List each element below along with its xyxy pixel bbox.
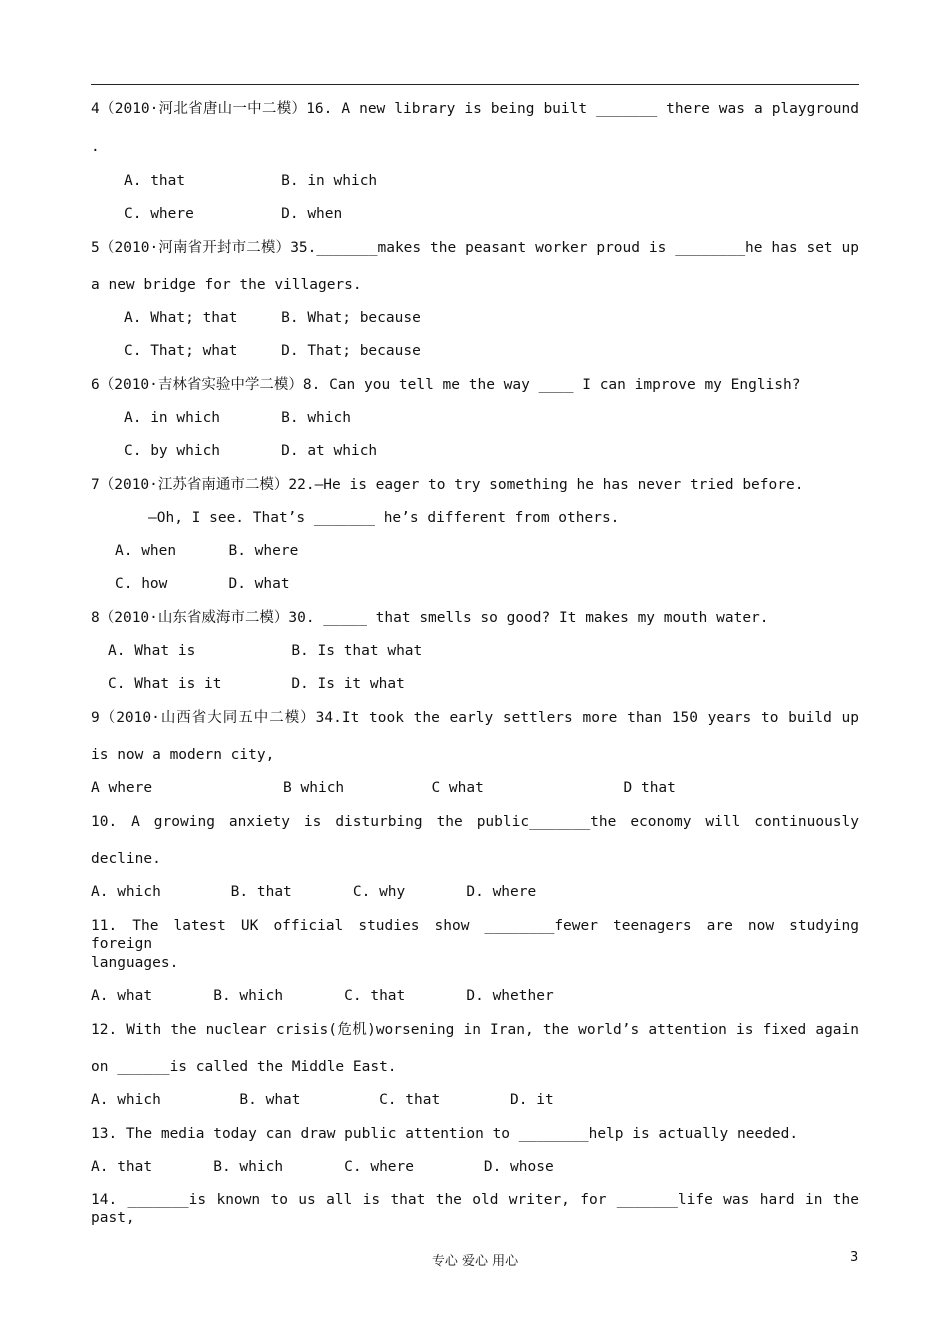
footer-slogan: 专心 爱心 用心: [431, 1254, 519, 1269]
text-line: A. What is B. Is that what: [108, 643, 423, 659]
text-line: decline.: [91, 851, 161, 867]
text-line: A. what B. which C. that D. whether: [91, 988, 554, 1004]
text-line: 11. The latest UK official studies show ________fewer teenagers are now studying foreign: [91, 918, 859, 952]
page-number: 3: [850, 1250, 859, 1265]
text-line: 13. The media today can draw public attention to ________help is actually needed.: [91, 1126, 799, 1142]
text-line: on ______is called the Middle East.: [91, 1059, 397, 1075]
text-line: A. which B. that C. why D. where: [91, 884, 537, 900]
text-line: C. What is it D. Is it what: [108, 676, 405, 692]
text-line: —Oh, I see. That’s _______ he’s different from others.: [148, 510, 620, 526]
text-line: C. That; what D. That; because: [124, 343, 421, 359]
text-line: 5（2010·河南省开封市二模）35._______makes the peasant worker proud is ________he has set up: [91, 240, 859, 256]
text-line: C. where D. when: [124, 206, 343, 222]
text-line: 12. With the nuclear crisis(危机)worsening in Iran, the world’s attention is fixed again: [91, 1022, 859, 1038]
text-line: 4（2010·河北省唐山一中二模）16. A new library is being built _______ there was a playground: [91, 101, 859, 117]
text-line: 10. A growing anxiety is disturbing the public_______the economy will continuously: [91, 814, 859, 830]
text-line: A. in which B. which: [124, 410, 351, 426]
text-line: A. What; that B. What; because: [124, 310, 421, 326]
text-line: 8（2010·山东省威海市二模）30. _____ that smells so good? It makes my mouth water.: [91, 610, 769, 626]
text-line: is now a modern city,: [91, 747, 275, 763]
text-line: A where B which C what D that: [91, 780, 676, 796]
text-line: A. that B. which C. where D. whose: [91, 1159, 554, 1175]
text-line: 6（2010·吉林省实验中学二模）8. Can you tell me the way ____ I can improve my English?: [91, 377, 801, 393]
text-line: languages.: [91, 955, 179, 971]
text-line: C. by which D. at which: [124, 443, 378, 459]
text-line: A. that B. in which: [124, 173, 378, 189]
text-line: A. when B. where: [115, 543, 299, 559]
header-rule: [91, 84, 859, 85]
text-line: .: [91, 139, 100, 155]
text-line: 9（2010·山西省大同五中二模）34.It took the early settlers more than 150 years to build up: [91, 710, 859, 726]
text-line: A. which B. what C. that D. it: [91, 1092, 554, 1108]
text-line: 14. _______is known to us all is that the old writer, for _______life was hard in the past,: [91, 1192, 859, 1226]
text-line: a new bridge for the villagers.: [91, 277, 362, 293]
text-line: C. how D. what: [115, 576, 290, 592]
text-line: 7（2010·江苏省南通市二模）22.—He is eager to try something he has never tried before.: [91, 477, 804, 493]
